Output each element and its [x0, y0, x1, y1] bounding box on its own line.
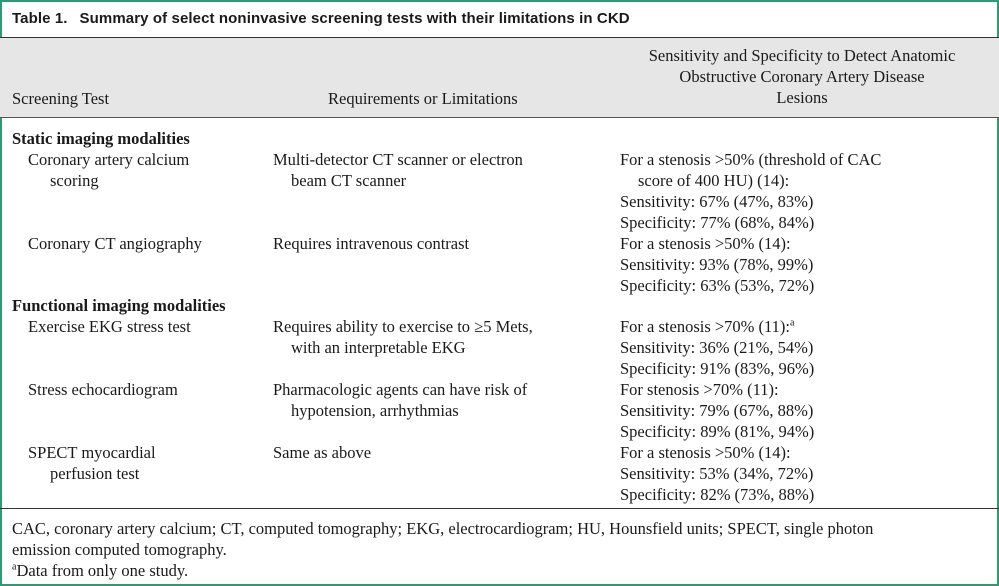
footnote-marker: a — [12, 561, 17, 573]
footnote-divider — [0, 508, 999, 509]
header-sens-line-1: Sensitivity and Specificity to Detect Anatomic — [648, 46, 956, 65]
row-req-cac-line-1: Multi-detector CT scanner or electron — [273, 150, 523, 169]
row-sens-cac-line-2: score of 400 HU) (14): — [638, 171, 790, 190]
row-sens-ekg-line-1-text: For a stenosis >70% (11): — [620, 317, 791, 336]
row-sens-spect-line-3: Specificity: 82% (73%, 88%) — [620, 485, 815, 504]
row-test-echo: Stress echocardiogram — [28, 380, 178, 399]
footnote-abbreviations-line-1: CAC, coronary artery calcium; CT, computed tomography; EKG, electrocardiogram; HU, Hounsfield units; SPECT, single photon — [12, 519, 874, 538]
header-sens-line-3: Lesions — [776, 88, 828, 107]
row-sens-spect-line-1: For a stenosis >50% (14): — [620, 443, 791, 462]
row-req-ekg-line-1: Requires ability to exercise to ≥5 Mets, — [273, 317, 533, 336]
row-test-ekg: Exercise EKG stress test — [28, 317, 191, 336]
row-sens-cac-line-4: Specificity: 77% (68%, 84%) — [620, 213, 815, 232]
row-sens-ekg-line-3: Specificity: 91% (83%, 96%) — [620, 359, 815, 378]
table-header — [0, 38, 999, 118]
header-sens-line-2: Obstructive Coronary Artery Disease — [679, 67, 925, 86]
header-requirements: Requirements or Limitations — [328, 89, 518, 108]
row-sens-ekg-line-1 — [620, 316, 794, 337]
row-test-spect-line-2: perfusion test — [50, 464, 140, 483]
row-req-echo-line-2: hypotension, arrhythmias — [291, 401, 459, 420]
row-sens-echo-line-3: Specificity: 89% (81%, 94%) — [620, 422, 815, 441]
row-req-spect: Same as above — [273, 443, 372, 462]
row-sens-cac-line-3: Sensitivity: 67% (47%, 83%) — [620, 192, 814, 211]
row-req-ekg-line-2: with an interpretable EKG — [291, 338, 466, 357]
row-sens-echo-line-2: Sensitivity: 79% (67%, 88%) — [620, 401, 814, 420]
footnote-data-source — [12, 560, 188, 581]
row-sens-echo-line-1: For stenosis >70% (11): — [620, 380, 779, 399]
row-sens-cac-line-1: For a stenosis >50% (threshold of CAC — [620, 150, 882, 169]
table-title-text: Summary of select noninvasive screening tests with their limitations in CKD — [79, 10, 630, 27]
section-heading-static: Static imaging modalities — [12, 129, 190, 148]
row-req-cac-line-2: beam CT scanner — [291, 171, 407, 190]
row-req-echo-line-1: Pharmacologic agents can have risk of — [273, 380, 528, 399]
row-test-spect-line-1: SPECT myocardial — [28, 443, 156, 462]
row-sens-ekg-line-2: Sensitivity: 36% (21%, 54%) — [620, 338, 814, 357]
table-title-row — [0, 0, 999, 38]
row-sens-spect-line-2: Sensitivity: 53% (34%, 72%) — [620, 464, 814, 483]
footnote-marker-a: a — [790, 317, 795, 329]
row-sens-ccta-line-2: Sensitivity: 93% (78%, 99%) — [620, 255, 814, 274]
row-sens-ccta-line-3: Specificity: 63% (53%, 72%) — [620, 276, 815, 295]
footnote-data-source-text: Data from only one study. — [16, 561, 189, 580]
row-test-cac-line-2: scoring — [50, 171, 99, 190]
table-title — [12, 10, 630, 27]
row-req-ccta: Requires intravenous contrast — [273, 234, 470, 253]
header-sensitivity-specificity — [612, 45, 992, 108]
footnote-abbreviations-line-2: emission computed tomography. — [12, 540, 227, 559]
table-number: Table 1. — [12, 10, 68, 27]
header-screening-test: Screening Test — [12, 89, 110, 108]
section-heading-functional: Functional imaging modalities — [12, 296, 226, 315]
row-test-ccta: Coronary CT angiography — [28, 234, 202, 253]
row-sens-ccta-line-1: For a stenosis >50% (14): — [620, 234, 791, 253]
row-test-cac-line-1: Coronary artery calcium — [28, 150, 190, 169]
